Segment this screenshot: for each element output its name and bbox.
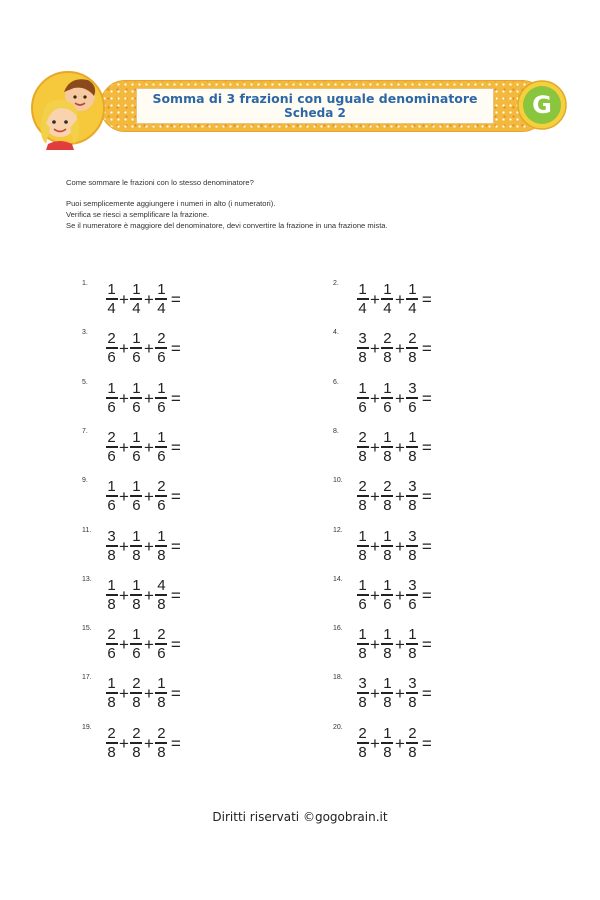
fraction [381,726,394,759]
plus-sign: + [370,289,380,309]
numerator: 2 [358,478,367,496]
fraction [105,430,118,463]
denominator: 8 [107,693,116,711]
denominator: 4 [157,299,166,317]
fraction [105,627,118,660]
denominator: 6 [107,644,116,662]
numerator: 1 [383,626,392,644]
numerator: 1 [157,528,166,546]
numerator: 1 [383,577,392,595]
denominator: 4 [107,299,116,317]
fraction [356,331,369,364]
fraction [406,430,419,463]
denominator: 8 [358,693,367,711]
plus-sign: + [370,536,380,556]
fraction [381,381,394,414]
numerator: 2 [383,330,392,348]
denominator: 8 [408,447,417,465]
fraction [356,627,369,660]
intro-question: Come sommare le frazioni con lo stesso denominatore? [66,178,254,187]
equals-sign: = [421,634,432,654]
fraction [381,627,394,660]
denominator: 8 [132,546,141,564]
exercise-number: 17. [82,674,92,681]
fraction [406,627,419,660]
fraction [155,430,168,463]
plus-sign: + [370,733,380,753]
numerator: 1 [107,380,116,398]
fraction [406,331,419,364]
denominator: 6 [408,595,417,613]
denominator: 6 [132,496,141,514]
equals-sign: = [170,733,181,753]
worksheet-subtitle: Scheda 2 [284,106,346,120]
numerator: 2 [358,429,367,447]
equals-sign: = [421,486,432,506]
denominator: 8 [408,644,417,662]
numerator: 2 [408,330,417,348]
denominator: 8 [132,595,141,613]
fraction [356,529,369,562]
fraction-expression [105,676,181,710]
denominator: 4 [383,299,392,317]
denominator: 8 [383,496,392,514]
fraction [130,282,143,315]
fraction [406,282,419,315]
denominator: 6 [107,496,116,514]
denominator: 8 [157,743,166,761]
fraction [105,676,118,709]
plus-sign: + [394,338,405,358]
plus-sign: + [143,585,154,605]
fraction-expression [105,430,181,464]
equals-sign: = [170,289,181,309]
numerator: 1 [383,725,392,743]
numerator: 1 [107,478,116,496]
numerator: 1 [132,380,141,398]
numerator: 1 [157,675,166,693]
numerator: 3 [408,528,417,546]
numerator: 1 [157,429,166,447]
denominator: 8 [358,447,367,465]
numerator: 1 [383,380,392,398]
denominator: 8 [157,595,166,613]
denominator: 8 [107,546,116,564]
equals-sign: = [170,338,181,358]
denominator: 6 [132,644,141,662]
plus-sign: + [143,388,154,408]
numerator: 2 [132,725,141,743]
fraction [406,529,419,562]
fraction [105,578,118,611]
plus-sign: + [119,585,129,605]
numerator: 3 [408,577,417,595]
fraction [356,430,369,463]
denominator: 8 [107,595,116,613]
fraction-expression [356,430,432,464]
plus-sign: + [370,388,380,408]
denominator: 8 [383,546,392,564]
numerator: 1 [132,429,141,447]
fraction [381,676,394,709]
plus-sign: + [394,634,405,654]
denominator: 8 [358,743,367,761]
denominator: 6 [107,447,116,465]
equals-sign: = [170,388,181,408]
exercise-number: 1. [82,280,88,287]
denominator: 8 [383,348,392,366]
numerator: 1 [132,528,141,546]
fraction [155,578,168,611]
fraction [155,282,168,315]
fraction [356,479,369,512]
intro-line-1: Puoi semplicemente aggiungere i numeri in alto (i numeratori). [66,199,276,208]
fraction-expression [105,529,181,563]
numerator: 2 [157,626,166,644]
plus-sign: + [119,437,129,457]
denominator: 8 [383,693,392,711]
numerator: 1 [408,626,417,644]
fraction [381,331,394,364]
plus-sign: + [143,536,154,556]
plus-sign: + [370,338,380,358]
intro-line-2: Verifica se riesci a semplificare la frazione. [66,210,210,219]
numerator: 1 [107,675,116,693]
numerator: 1 [358,380,367,398]
plus-sign: + [394,585,405,605]
denominator: 4 [132,299,141,317]
exercise-number: 15. [82,625,92,632]
numerator: 2 [408,725,417,743]
fraction [130,578,143,611]
denominator: 8 [408,743,417,761]
numerator: 2 [358,725,367,743]
equals-sign: = [421,289,432,309]
numerator: 4 [157,577,166,595]
numerator: 1 [132,330,141,348]
denominator: 8 [132,743,141,761]
header-banner [30,68,560,150]
numerator: 3 [408,478,417,496]
equals-sign: = [421,733,432,753]
fraction-expression [105,479,181,513]
fraction [155,676,168,709]
plus-sign: + [370,585,380,605]
fraction [105,282,118,315]
numerator: 1 [132,478,141,496]
equals-sign: = [170,536,181,556]
fraction [155,726,168,759]
numerator: 1 [383,675,392,693]
numerator: 1 [132,626,141,644]
plus-sign: + [370,486,380,506]
fraction [155,479,168,512]
equals-sign: = [421,536,432,556]
numerator: 2 [383,478,392,496]
fraction [406,676,419,709]
fraction [406,479,419,512]
numerator: 2 [107,626,116,644]
fraction [105,529,118,562]
plus-sign: + [143,733,154,753]
numerator: 3 [358,675,367,693]
denominator: 4 [358,299,367,317]
numerator: 1 [157,281,166,299]
denominator: 6 [132,348,141,366]
copyright-footer: Diritti riservati ©gogobrain.it [212,810,388,824]
numerator: 1 [408,281,417,299]
fraction [105,381,118,414]
fraction [130,430,143,463]
plus-sign: + [143,289,154,309]
numerator: 1 [358,577,367,595]
numerator: 1 [107,577,116,595]
plus-sign: + [143,683,154,703]
fraction [155,381,168,414]
fraction-expression [356,726,432,760]
plus-sign: + [143,338,154,358]
exercise-number: 14. [333,576,343,583]
fraction-expression [105,578,181,612]
denominator: 8 [157,546,166,564]
numerator: 1 [383,528,392,546]
numerator: 3 [107,528,116,546]
fraction-expression [356,529,432,563]
denominator: 6 [107,398,116,416]
denominator: 8 [383,447,392,465]
denominator: 8 [408,546,417,564]
fraction [381,529,394,562]
denominator: 6 [157,644,166,662]
fraction [130,381,143,414]
denominator: 8 [132,693,141,711]
denominator: 8 [383,743,392,761]
exercise-number: 4. [333,329,339,336]
gogobrain-logo-icon [517,80,567,130]
numerator: 2 [157,478,166,496]
fraction [105,331,118,364]
numerator: 3 [358,330,367,348]
equals-sign: = [170,683,181,703]
denominator: 6 [157,447,166,465]
fraction-expression [105,282,181,316]
title-box [136,88,494,124]
plus-sign: + [143,437,154,457]
fraction [356,381,369,414]
equals-sign: = [170,437,181,457]
exercise-number: 6. [333,379,339,386]
equals-sign: = [170,585,181,605]
fraction [130,627,143,660]
numerator: 3 [408,380,417,398]
equals-sign: = [421,338,432,358]
denominator: 8 [157,693,166,711]
fraction [130,676,143,709]
plus-sign: + [143,486,154,506]
fraction-expression [356,381,432,415]
fraction [155,331,168,364]
fraction [130,331,143,364]
exercise-number: 11. [82,527,92,534]
fraction-expression [356,627,432,661]
equals-sign: = [170,486,181,506]
denominator: 8 [107,743,116,761]
exercise-number: 8. [333,428,339,435]
denominator: 6 [157,496,166,514]
fraction-expression [356,578,432,612]
denominator: 6 [132,398,141,416]
exercise-number: 5. [82,379,88,386]
plus-sign: + [394,486,405,506]
fraction [406,726,419,759]
fraction [155,529,168,562]
denominator: 6 [157,348,166,366]
denominator: 8 [408,693,417,711]
fraction-expression [105,627,181,661]
denominator: 8 [408,348,417,366]
exercise-number: 12. [333,527,343,534]
plus-sign: + [119,536,129,556]
fraction-expression [105,726,181,760]
fraction [155,627,168,660]
plus-sign: + [394,536,405,556]
exercise-number: 10. [333,477,343,484]
fraction-expression [105,331,181,365]
plus-sign: + [370,634,380,654]
exercise-number: 19. [82,724,92,731]
logo-letter: G [532,91,552,119]
numerator: 2 [157,725,166,743]
plus-sign: + [119,634,129,654]
equals-sign: = [170,634,181,654]
denominator: 6 [358,398,367,416]
fraction [381,282,394,315]
fraction-expression [356,331,432,365]
numerator: 1 [408,429,417,447]
denominator: 8 [408,496,417,514]
fraction-expression [356,479,432,513]
fraction [130,529,143,562]
denominator: 8 [358,644,367,662]
exercise-number: 3. [82,329,88,336]
fraction [381,479,394,512]
exercise-number: 13. [82,576,92,583]
numerator: 1 [107,281,116,299]
plus-sign: + [394,733,405,753]
denominator: 6 [358,595,367,613]
plus-sign: + [370,437,380,457]
equals-sign: = [421,683,432,703]
denominator: 8 [383,644,392,662]
numerator: 3 [408,675,417,693]
fraction-expression [356,282,432,316]
fraction [356,676,369,709]
fraction [356,726,369,759]
fraction [105,479,118,512]
intro-line-3: Se il numeratore è maggiore del denominatore, devi convertire la frazione in una frazione mista. [66,221,388,230]
numerator: 1 [358,626,367,644]
equals-sign: = [421,437,432,457]
numerator: 1 [157,380,166,398]
numerator: 1 [383,429,392,447]
kids-illustration [30,68,110,150]
numerator: 1 [358,281,367,299]
numerator: 2 [107,725,116,743]
denominator: 4 [408,299,417,317]
denominator: 6 [107,348,116,366]
plus-sign: + [394,289,405,309]
denominator: 8 [358,546,367,564]
numerator: 2 [107,330,116,348]
plus-sign: + [143,634,154,654]
exercise-number: 16. [333,625,343,632]
fraction-expression [105,381,181,415]
equals-sign: = [421,585,432,605]
denominator: 6 [383,398,392,416]
plus-sign: + [370,683,380,703]
fraction [406,578,419,611]
plus-sign: + [119,388,129,408]
fraction [381,430,394,463]
plus-sign: + [394,683,405,703]
fraction [381,578,394,611]
plus-sign: + [119,486,129,506]
exercise-number: 2. [333,280,339,287]
plus-sign: + [394,437,405,457]
denominator: 8 [358,496,367,514]
worksheet-title: Somma di 3 frazioni con uguale denominatore [152,91,478,106]
plus-sign: + [119,289,129,309]
numerator: 1 [358,528,367,546]
fraction [105,726,118,759]
denominator: 6 [408,398,417,416]
exercise-number: 18. [333,674,343,681]
fraction [130,479,143,512]
numerator: 2 [107,429,116,447]
denominator: 6 [383,595,392,613]
fraction [356,282,369,315]
numerator: 1 [132,577,141,595]
denominator: 6 [132,447,141,465]
plus-sign: + [119,338,129,358]
fraction-expression [356,676,432,710]
equals-sign: = [421,388,432,408]
numerator: 2 [132,675,141,693]
fraction [130,726,143,759]
denominator: 8 [358,348,367,366]
numerator: 1 [383,281,392,299]
plus-sign: + [394,388,405,408]
numerator: 1 [132,281,141,299]
plus-sign: + [119,733,129,753]
numerator: 2 [157,330,166,348]
exercise-number: 9. [82,477,88,484]
exercise-number: 7. [82,428,88,435]
fraction [406,381,419,414]
fraction [356,578,369,611]
denominator: 6 [157,398,166,416]
exercise-number: 20. [333,724,343,731]
plus-sign: + [119,683,129,703]
